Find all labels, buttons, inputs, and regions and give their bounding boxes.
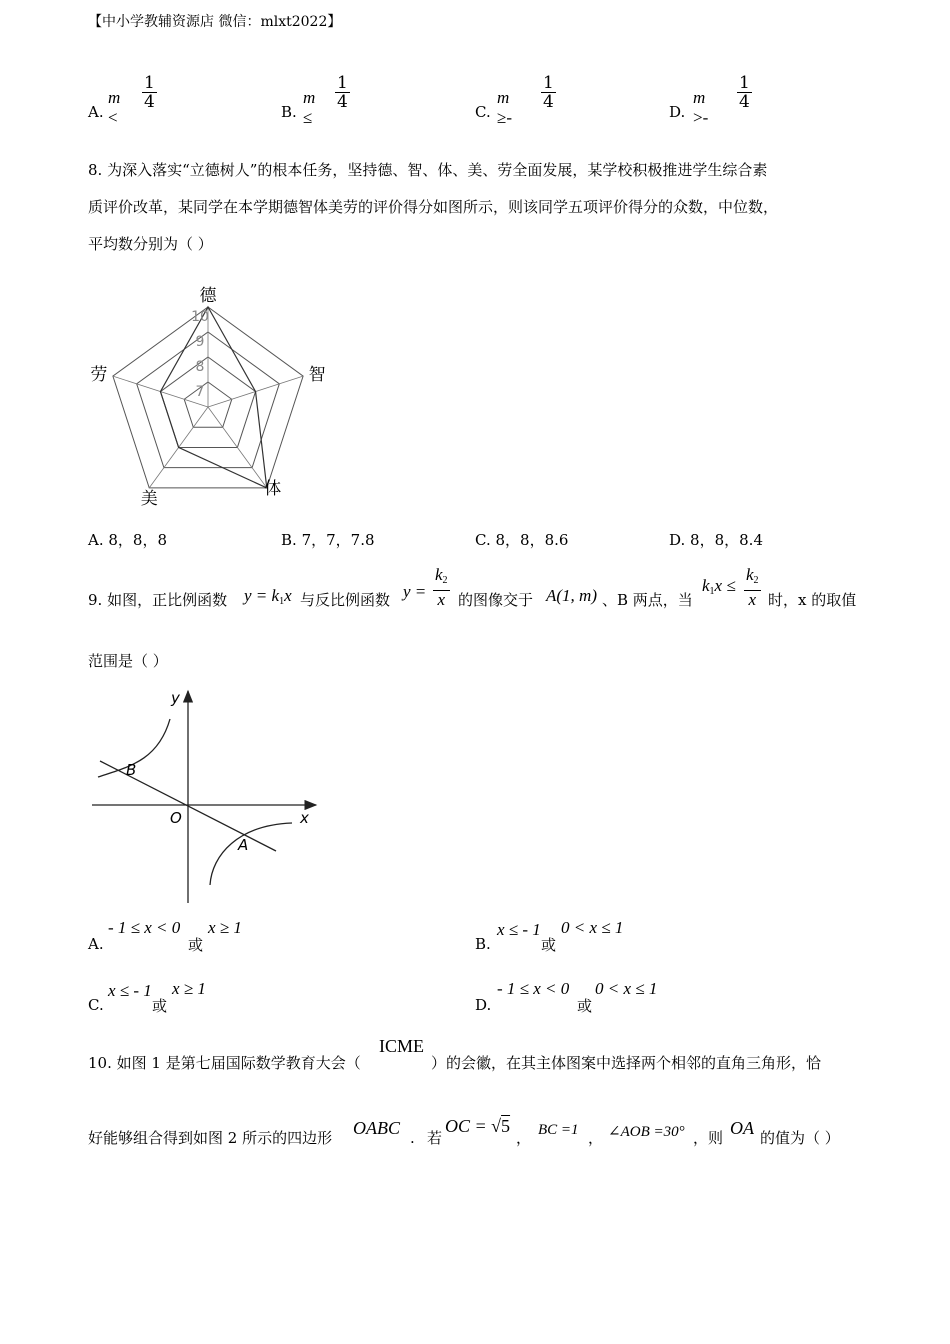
option-label: B. (281, 103, 297, 121)
radar-scale-label: 10 (191, 309, 209, 325)
fraction: $\frac{1}{4}$ (739, 73, 750, 112)
option-label: C. (475, 103, 491, 121)
q9-point-a: A(1, m) (546, 586, 597, 605)
radar-scale-label: 9 (195, 334, 205, 350)
q9-line-2: 范围是（ ） (88, 652, 168, 670)
q7-options (88, 73, 888, 127)
x-label: x (300, 809, 309, 827)
q8-option-c: C. 8，8，8.6 (475, 531, 569, 549)
icme-text: ICME (379, 1036, 424, 1056)
q8-option-d: D. 8，8，8.4 (669, 531, 763, 549)
option-label: D. (669, 103, 686, 121)
point-a-label: A (238, 836, 249, 854)
radar-scale-label: 7 (195, 384, 205, 400)
q9-f1: $y = k_1x$ (244, 586, 292, 607)
radar-axis-label: 体 (264, 478, 282, 499)
option-math: m ≥- (497, 88, 513, 127)
q9-mid2: 的图像交于 (458, 591, 534, 609)
radar-chart (85, 270, 345, 515)
q9-tail: 时，x 的取值 (768, 591, 857, 609)
q9-mid1: 与反比例函数 (300, 591, 391, 609)
q9-ineq: $k_1x$ ≤ (702, 576, 736, 597)
q9-mid3: 、B 两点，当 (602, 591, 693, 609)
q9-option-d: D. - 1 ≤ x < 0 或 0 < x ≤ 1 (475, 979, 658, 1015)
bc-expr: BC =1 (538, 1122, 579, 1138)
radar-axis-label: 智 (308, 365, 326, 386)
fraction: $\frac{1}{4}$ (337, 73, 348, 112)
q10-line2-lead: 好能够组合得到如图 2 所示的四边形 (88, 1129, 333, 1147)
q8-line-1: 8. 为深入落实“立德树人”的根本任务，坚持德、智、体、美、劳全面发展，某学校积极推进学生综合素 (88, 161, 768, 179)
point-b-label: B (126, 761, 137, 779)
q9-option-a: A. - 1 ≤ x < 0 或 x ≥ 1 (88, 918, 242, 954)
radar-axis-label: 劳 (90, 365, 108, 386)
radar-axis-label: 德 (199, 286, 217, 306)
option-label: A. (88, 103, 104, 121)
radar-scale-label: 8 (195, 359, 205, 375)
fraction: $\frac{1}{4}$ (144, 73, 155, 112)
y-label: y (171, 689, 180, 707)
q8-line-3: 平均数分别为（ ） (88, 235, 213, 253)
hyperbola-branch-lower (210, 823, 292, 885)
q10-line-2: 好能够组合得到如图 2 所示的四边形 OABC . 若 OC = √5 ， BC =1 ， ∠AOB =30° ，则 OA 的值为（ ） (88, 1116, 840, 1147)
option-math: m >- (693, 88, 709, 127)
q9-graph (88, 685, 328, 910)
q8-line-2: 质评价改革，某同学在本学期德智体美劳的评价得分如图所示，则该同学五项评价得分的众数，中位数， (88, 198, 779, 216)
radar-score-polygon (160, 307, 266, 488)
quad-name: OABC (353, 1118, 400, 1138)
radar-scale-labels (191, 309, 209, 400)
fraction: $\frac{1}{4}$ (543, 73, 554, 112)
q8-option-a: A. 8，8，8 (88, 531, 168, 549)
option-math: m ≤ (303, 88, 316, 127)
q10-lead: 10. 如图 1 是第七届国际数学教育大会（ (88, 1054, 361, 1072)
q9-f2-frac: $\frac{k_2}{x}$ (435, 565, 448, 609)
header-watermark: 【中小学教辅资源店 微信：mlxt2022】 (88, 14, 342, 30)
q9-option-b: B. x ≤ - 1 或 0 < x ≤ 1 (475, 918, 624, 954)
option-math: m < (108, 88, 121, 127)
oc-expr: OC = √5 (445, 1116, 511, 1136)
q9-lead: 9. 如图，正比例函数 (88, 591, 228, 609)
radar-axis-label: 美 (140, 488, 158, 509)
q9-option-c: C. x ≤ - 1 或 x ≥ 1 (88, 979, 206, 1015)
origin-label: O (170, 809, 182, 827)
q8-option-b: B. 7，7，7.8 (281, 531, 375, 549)
q10-tail: ）的会徽，在其主体图案中选择两个相邻的直角三角形，恰 (431, 1054, 822, 1072)
angle-expr: ∠AOB =30° (608, 1124, 685, 1140)
q10-line-1 (88, 1036, 888, 1076)
q9-f2-lhs: y = (403, 582, 427, 601)
q9-stem (88, 566, 888, 616)
oa-expr: OA (730, 1118, 754, 1138)
q9-ineq-frac: $\frac{k_2}{x}$ (746, 565, 759, 609)
